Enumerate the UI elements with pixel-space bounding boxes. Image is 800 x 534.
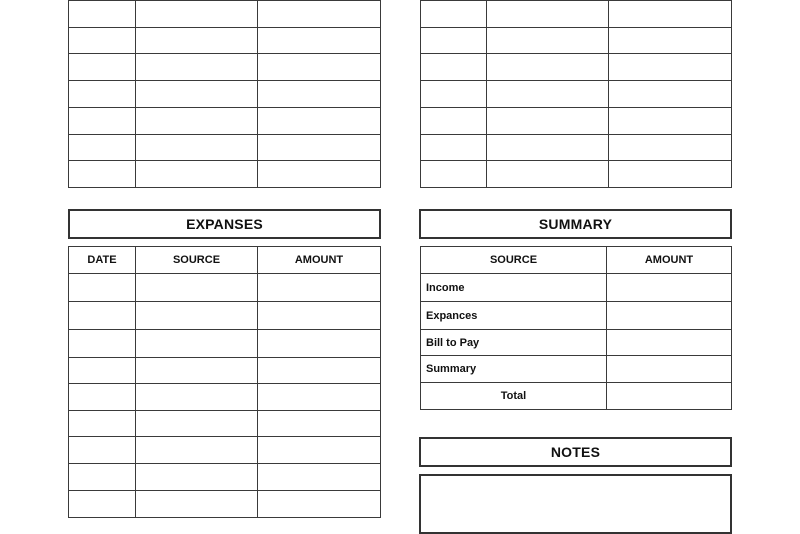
amount-cell[interactable] (258, 161, 381, 188)
source-cell[interactable] (136, 274, 258, 302)
date-cell[interactable] (421, 81, 487, 108)
source-cell[interactable] (136, 161, 258, 188)
top-right-table (420, 0, 732, 188)
income-label: Income (421, 274, 607, 302)
source-cell[interactable] (136, 28, 258, 54)
date-cell[interactable] (421, 28, 487, 54)
header-amount: AMOUNT (607, 247, 732, 274)
amount-cell[interactable] (258, 108, 381, 135)
bill-to-pay-label: Bill to Pay (421, 330, 607, 356)
table-row (421, 54, 732, 81)
bill-to-pay-amount-cell[interactable] (607, 330, 732, 356)
date-cell[interactable] (69, 274, 136, 302)
amount-cell[interactable] (609, 28, 732, 54)
amount-cell[interactable] (609, 81, 732, 108)
notes-textarea[interactable] (419, 474, 732, 534)
table-row (69, 274, 381, 302)
date-cell[interactable] (69, 411, 136, 437)
source-cell[interactable] (136, 437, 258, 464)
amount-cell[interactable] (258, 437, 381, 464)
source-cell[interactable] (487, 161, 609, 188)
amount-cell[interactable] (258, 274, 381, 302)
source-cell[interactable] (136, 384, 258, 411)
amount-cell[interactable] (609, 1, 732, 28)
source-cell[interactable] (487, 108, 609, 135)
date-cell[interactable] (69, 330, 136, 358)
header-source: SOURCE (136, 247, 258, 274)
table-row (69, 384, 381, 411)
date-cell[interactable] (69, 108, 136, 135)
amount-cell[interactable] (609, 161, 732, 188)
table-header-row (421, 247, 732, 274)
summary-row-income (421, 274, 732, 302)
table-row (69, 330, 381, 358)
date-cell[interactable] (69, 161, 136, 188)
amount-cell[interactable] (258, 358, 381, 384)
source-cell[interactable] (136, 1, 258, 28)
source-cell[interactable] (136, 330, 258, 358)
table-row (421, 108, 732, 135)
table-row (69, 28, 381, 54)
source-cell[interactable] (136, 81, 258, 108)
table-row (69, 437, 381, 464)
expanses-table (68, 246, 381, 518)
date-cell[interactable] (69, 491, 136, 518)
amount-cell[interactable] (609, 108, 732, 135)
date-cell[interactable] (69, 28, 136, 54)
amount-cell[interactable] (258, 330, 381, 358)
total-label: Total (421, 383, 607, 410)
date-cell[interactable] (69, 384, 136, 411)
source-cell[interactable] (136, 411, 258, 437)
summary-amount-cell[interactable] (607, 356, 732, 383)
date-cell[interactable] (69, 81, 136, 108)
expanses-title-text: EXPANSES (186, 216, 263, 232)
date-cell[interactable] (69, 54, 136, 81)
summary-row-summary (421, 356, 732, 383)
expanses-title (68, 209, 381, 239)
source-cell[interactable] (136, 135, 258, 161)
amount-cell[interactable] (258, 464, 381, 491)
date-cell[interactable] (69, 464, 136, 491)
total-amount-cell[interactable] (607, 383, 732, 410)
table-row (69, 411, 381, 437)
table-row (421, 28, 732, 54)
source-cell[interactable] (136, 108, 258, 135)
source-cell[interactable] (136, 302, 258, 330)
date-cell[interactable] (421, 108, 487, 135)
notes-title-text: NOTES (550, 444, 601, 460)
table-row (69, 108, 381, 135)
summary-label: Summary (421, 356, 607, 383)
amount-cell[interactable] (258, 411, 381, 437)
header-date: DATE (69, 247, 136, 274)
summary-row-total (421, 383, 732, 410)
source-cell[interactable] (136, 491, 258, 518)
amount-cell[interactable] (258, 54, 381, 81)
summary-title-text: SUMMARY (538, 216, 613, 232)
table-row (69, 81, 381, 108)
table-row (69, 1, 381, 28)
expances-amount-cell[interactable] (607, 302, 732, 330)
amount-cell[interactable] (258, 384, 381, 411)
amount-cell[interactable] (258, 135, 381, 161)
date-cell[interactable] (421, 1, 487, 28)
source-cell[interactable] (136, 358, 258, 384)
source-cell[interactable] (487, 28, 609, 54)
table-row (421, 135, 732, 161)
source-cell[interactable] (487, 54, 609, 81)
date-cell[interactable] (69, 1, 136, 28)
date-cell[interactable] (69, 437, 136, 464)
table-row (69, 491, 381, 518)
date-cell[interactable] (69, 302, 136, 330)
source-cell[interactable] (487, 81, 609, 108)
source-cell[interactable] (487, 135, 609, 161)
source-cell[interactable] (136, 54, 258, 81)
header-source: SOURCE (421, 247, 607, 274)
notes-title (419, 437, 732, 467)
date-cell[interactable] (69, 358, 136, 384)
income-amount-cell[interactable] (607, 274, 732, 302)
table-row (69, 358, 381, 384)
table-row (69, 54, 381, 81)
summary-table (420, 246, 732, 410)
summary-row-expances (421, 302, 732, 330)
amount-cell[interactable] (258, 28, 381, 54)
date-cell[interactable] (421, 135, 487, 161)
table-row (69, 302, 381, 330)
amount-cell[interactable] (609, 54, 732, 81)
amount-cell[interactable] (258, 1, 381, 28)
table-row (69, 464, 381, 491)
amount-cell[interactable] (258, 491, 381, 518)
table-header-row (69, 247, 381, 274)
date-cell[interactable] (69, 135, 136, 161)
date-cell[interactable] (421, 161, 487, 188)
table-row (69, 135, 381, 161)
amount-cell[interactable] (609, 135, 732, 161)
table-row (421, 161, 732, 188)
table-row (421, 1, 732, 28)
summary-title (419, 209, 732, 239)
table-row (421, 81, 732, 108)
top-left-table (68, 0, 381, 188)
source-cell[interactable] (136, 464, 258, 491)
source-cell[interactable] (487, 1, 609, 28)
amount-cell[interactable] (258, 81, 381, 108)
table-row (69, 161, 381, 188)
expances-label: Expances (421, 302, 607, 330)
amount-cell[interactable] (258, 302, 381, 330)
header-amount: AMOUNT (258, 247, 381, 274)
summary-row-bill-to-pay (421, 330, 732, 356)
date-cell[interactable] (421, 54, 487, 81)
